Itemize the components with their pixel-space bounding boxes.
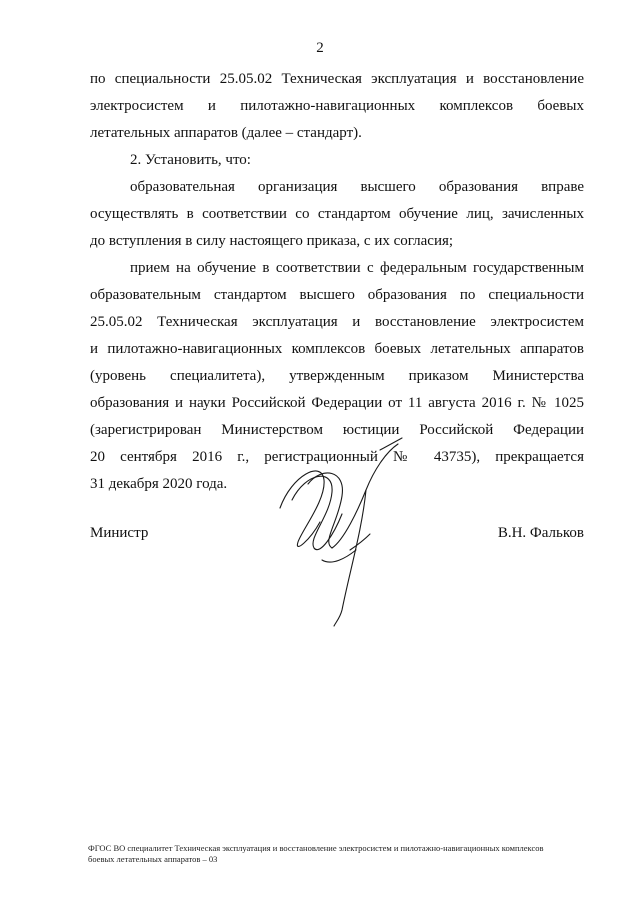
paragraph-3 (90, 174, 584, 255)
text-line: осуществлять в соответствии со стандартом обучение лиц, зачисленных (90, 206, 584, 222)
paragraph-1 (90, 66, 584, 147)
text-line: образовательная организация высшего образования вправе (130, 179, 584, 195)
text-line: по специальности 25.05.02 Техническая эксплуатация и восстановление (90, 71, 584, 87)
signer-name: В.Н. Фальков (497, 525, 584, 541)
paragraph-2 (90, 147, 584, 174)
page-number: 2 (316, 40, 324, 56)
text-line: 2. Установить, что: (130, 152, 251, 168)
text-line: 31 декабря 2020 года. (90, 476, 228, 492)
text-line: образовательным стандартом высшего образования по специальности (90, 287, 584, 303)
text-line: 20 сентября 2016 г., регистрационный № 43735), прекращается (90, 449, 584, 465)
text-line: прием на обучение в соответствии с федеральным государственным (130, 260, 584, 276)
text-line: летательных аппаратов (далее – стандарт). (90, 125, 362, 141)
signature-block (90, 525, 584, 542)
text-line: образования и науки Российской Федерации от 11 августа 2016 г. № 1025 (90, 395, 584, 411)
text-line: 25.05.02 Техническая эксплуатация и восстановление электросистем (90, 314, 584, 330)
text-line: (уровень специалитета), утвержденным приказом Министерства (90, 368, 584, 384)
footer-line: боевых летательных аппаратов – 03 (88, 854, 218, 864)
text-line: электросистем и пилотажно-навигационных комплексов боевых (90, 98, 584, 114)
text-line: и пилотажно-навигационных комплексов боевых летательных аппаратов (90, 341, 584, 357)
document-footer (88, 843, 588, 865)
footer-line: ФГОС ВО специалитет Техническая эксплуатация и восстановление электросистем и пилотажно-навигационных комплексов (88, 843, 544, 853)
text-line: до вступления в силу настоящего приказа, с их согласия; (90, 233, 454, 249)
text-line: (зарегистрирован Министерством юстиции Российской Федерации (90, 422, 584, 438)
signer-title: Министр (90, 525, 149, 541)
